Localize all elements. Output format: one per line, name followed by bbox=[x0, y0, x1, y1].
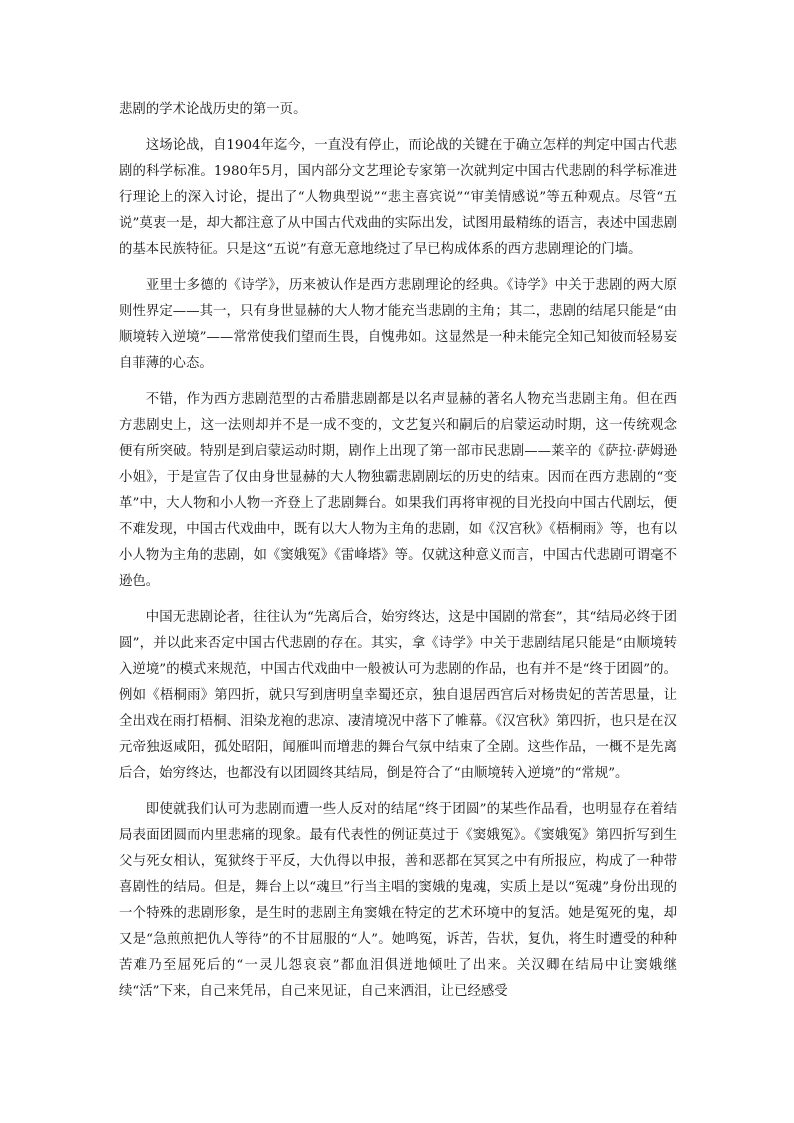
paragraph-5: 中国无悲剧论者，往往认为“先离后合，始穷终达，这是中国剧的常套”，其“结局必终于团圆”，并以此来否定中国古代悲剧的存在。其实，拿《诗学》中关于悲剧结尾只能是“由顺境转入逆境”的模式来规范，中国古代戏曲中一般被认可为悲剧的作品，也有并不是“终于团圆”的。例如《梧桐雨》第四折，就只写到唐明皇幸蜀还京，独自退居西宫后对杨贵妃的苦苦思量，让全出戏在雨打梧桐、泪染龙袍的悲凉、凄清境况中落下了帷幕。《汉宫秋》第四折，也只是在汉元帝独返咸阳，孤处昭阳，闻雁叫而增悲的舞台气氛中结束了全剧。这些作品，一概不是先离后合，始穷终达，也都没有以团圆终其结局，倒是符合了“由顺境转入逆境”的“常规”。 bbox=[119, 610, 677, 781]
paragraph-2: 这场论战，自1904年迄今，一直没有停止，而论战的关键在于确立怎样的判定中国古代悲剧的科学标准。1980年5月，国内部分文艺理论专家第一次就判定中国古代悲剧的科学标准进行理论上的深入讨论，提出了“人物典型说”“悲主喜宾说”“审美情感说”等五种观点。尽管“五说”莫衷一是，却大都注意了从中国古代戏曲的实际出发，试图用最精练的语言，表述中国悲剧的基本民族特征。只是这“五说”有意无意地绕过了早已构成体系的西方悲剧理论的门墙。 bbox=[119, 138, 677, 257]
paragraph-3: 亚里士多德的《诗学》，历来被认作是西方悲剧理论的经典。《诗学》中关于悲剧的两大原则性界定——其一，只有身世显赫的大人物才能充当悲剧的主角；其二，悲剧的结尾只能是“由顺境转入逆境”——常常使我们望而生畏，自愧弗如。这显然是一种未能完全知己知彼而轻易妄自菲薄的心态。 bbox=[119, 278, 677, 371]
document-page bbox=[119, 97, 677, 1015]
paragraph-4: 不错，作为西方悲剧范型的古希腊悲剧都是以名声显赫的著名人物充当悲剧主角。但在西方悲剧史上，这一法则却并不是一成不变的，文艺复兴和嗣后的启蒙运动时期，这一传统观念便有所突破。特别是到启蒙运动时期，剧作上出现了第一部市民悲剧——莱辛的《萨拉·萨姆逊小姐》，于是宣告了仅由身世显赫的大人物独霸悲剧剧坛的历史的结束。因而在西方悲剧的“变革”中，大人物和小人物一齐登上了悲剧舞台。如果我们再将审视的目光投向中国古代剧坛，便不难发现，中国古代戏曲中，既有以大人物为主角的悲剧，如《汉宫秋》《梧桐雨》等，也有以小人物为主角的悲剧，如《窦娥冤》《雷峰塔》等。仅就这种意义而言，中国古代悲剧可谓毫不逊色。 bbox=[119, 392, 677, 589]
paragraph-6: 即使就我们认可为悲剧而遭一些人反对的结尾“终于团圆”的某些作品看，也明显存在着结局表面团圆而内里悲痛的现象。最有代表性的例证莫过于《窦娥冤》。《窦娥冤》第四折写到生父与死女相认，冤狱终于平反，大仇得以申报，善和恶都在冥冥之中有所报应，构成了一种带喜剧性的结局。但是，舞台上以“魂旦”行当主唱的窦娥的鬼魂，实质上是以“冤魂”身份出现的一个特殊的悲剧形象，是生时的悲剧主角窦娥在特定的艺术环境中的复活。她是冤死的鬼，却又是“急煎煎把仇人等待”的不甘屈服的“人”。她鸣冤，诉苦，告状，复仇，将生时遭受的种种苦难乃至屈死后的“一灵儿怨哀哀”都血泪俱迸地倾吐了出来。关汉卿在结局中让窦娥继续“活”下来，自己来凭吊，自己来见证，自己来洒泪，让已经感受 bbox=[119, 802, 677, 999]
paragraph-1: 悲剧的学术论战历史的第一页。 bbox=[119, 102, 307, 117]
